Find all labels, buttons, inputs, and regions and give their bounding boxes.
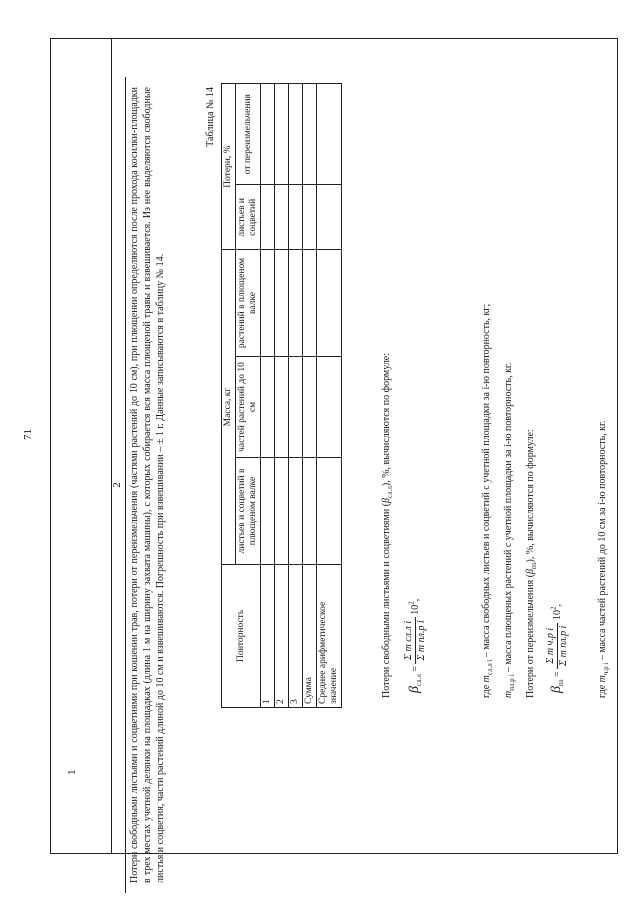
where1-line1: [481, 304, 494, 698]
formula2-symbol: β: [525, 568, 536, 574]
formula2-symbol-sub: пз: [530, 562, 538, 569]
where2-prefix: где: [597, 684, 608, 698]
formula1-denominator: Σ m пл.р i: [416, 620, 427, 661]
intro-paragraph: Потери свободными листьями и соцветиями при кошении трав, потери от переизмельчения (частями растений до 10 см), при плющении определяются после прохода косилки-площадки в трех местах учетной делянки на площадках (длина 1 м на ширину захвата машины), с которых собирается вся масса плющеной травы и взвешивается. Из нее выделяются свободные листья и соцветия, части растений длиной до 10 см и взвешиваются. Погрешность при взвешивании – ± 1 г. Данные записываются в таблицу № 14.: [129, 87, 166, 883]
formula2-numerator: Σ m ч.р i: [545, 623, 558, 669]
where1-desc1: – масса свободных листьев и соцветий с учетной площадки за i-ю повторность, кг;: [481, 303, 492, 658]
header-loss-overcut: от переизмельчения: [236, 84, 261, 185]
formula1-symbol: β: [381, 497, 392, 503]
formula2-factor-exp: 2: [549, 606, 558, 611]
data-table: [221, 83, 342, 708]
header-mass-leaves: листьев и соцветий в плющеном валке: [236, 458, 261, 565]
row-label: Сумма: [303, 564, 317, 707]
column-header-2: 2: [111, 77, 126, 893]
where1-line2: [503, 363, 516, 698]
column-header-1: 1: [66, 769, 78, 775]
where1-var1-sub: сл.л i: [486, 659, 494, 676]
where1-var2-sub: пл.р i: [508, 674, 516, 691]
formula1-symbol-sub: сл.л: [386, 486, 394, 498]
rotated-content: [111, 77, 619, 893]
formula2: $\beta_{пз}$ = Σ m ч.р i Σ m пл.р i $10^2$,: [545, 604, 569, 693]
where1-desc2: – масса плющеных растений с учетной площадки за i-ю повторность, кг.: [503, 362, 514, 673]
header-loss-leaves: листьев и соцветий: [236, 185, 261, 250]
page-number: 71: [22, 429, 34, 440]
formula2-denominator: Σ m пл.р i: [558, 625, 569, 666]
formula2-lead: Потери от переизмельчения (: [525, 573, 536, 698]
table-row: [317, 84, 342, 708]
header-mass-plants: растений в плющеном валке: [236, 250, 261, 357]
table-row: [261, 84, 275, 708]
where2-var: m: [597, 675, 608, 683]
formula1-tail: ), %, вычисляются по формуле:: [381, 352, 392, 487]
where2-line: [597, 421, 610, 698]
row-label: 1: [261, 564, 275, 707]
formula1-fraction: [403, 617, 428, 663]
formula1-intro: [381, 353, 394, 698]
formula1-lhs: β: [406, 686, 422, 693]
formula2-tail: ), %, вычисляются по формуле:: [525, 429, 536, 563]
formula1: $\beta_{сл.л}$ = Σ m сл.л i Σ m пл.р i $10^2$,: [403, 598, 427, 693]
formula1-factor-exp: 2: [407, 601, 416, 605]
table-row: [289, 84, 303, 708]
formula1-factor: 10: [409, 604, 421, 615]
header-mass-group: Масса, кг: [222, 250, 236, 565]
where1-var1: m: [481, 675, 492, 683]
row-label: 3: [289, 564, 303, 707]
header-repetition: Повторность: [222, 564, 261, 707]
formula2-intro: [525, 429, 538, 698]
where1-var2: m: [503, 690, 514, 698]
formula2-lhs: β: [548, 686, 564, 693]
header-loss-group: Потери, %: [222, 84, 236, 250]
row-label: 2: [275, 564, 289, 707]
where2-desc: – масса частей растений до 10 см за i-ю повторность, кг.: [597, 420, 608, 661]
page-frame: [50, 38, 618, 883]
table-caption: Таблица № 14: [205, 87, 216, 147]
formula2-factor: 10: [551, 610, 563, 621]
row-label: Среднее арифметическое значение: [317, 564, 342, 707]
table-row: [275, 84, 289, 708]
formula1-numerator: Σ m сл.л i: [403, 617, 416, 663]
formula1-lhs-sub: сл.л: [414, 674, 423, 687]
where2-var-sub: ч.р i: [602, 662, 610, 676]
formula2-lhs-sub: пз: [556, 679, 565, 687]
header-mass-parts: частей растений до 10 см: [236, 356, 261, 457]
table-row: [303, 84, 317, 708]
formula1-lead: Потери свободными листьями и соцветиями (: [381, 502, 392, 698]
where1-prefix: где: [481, 684, 492, 698]
formula2-fraction: [545, 623, 570, 669]
